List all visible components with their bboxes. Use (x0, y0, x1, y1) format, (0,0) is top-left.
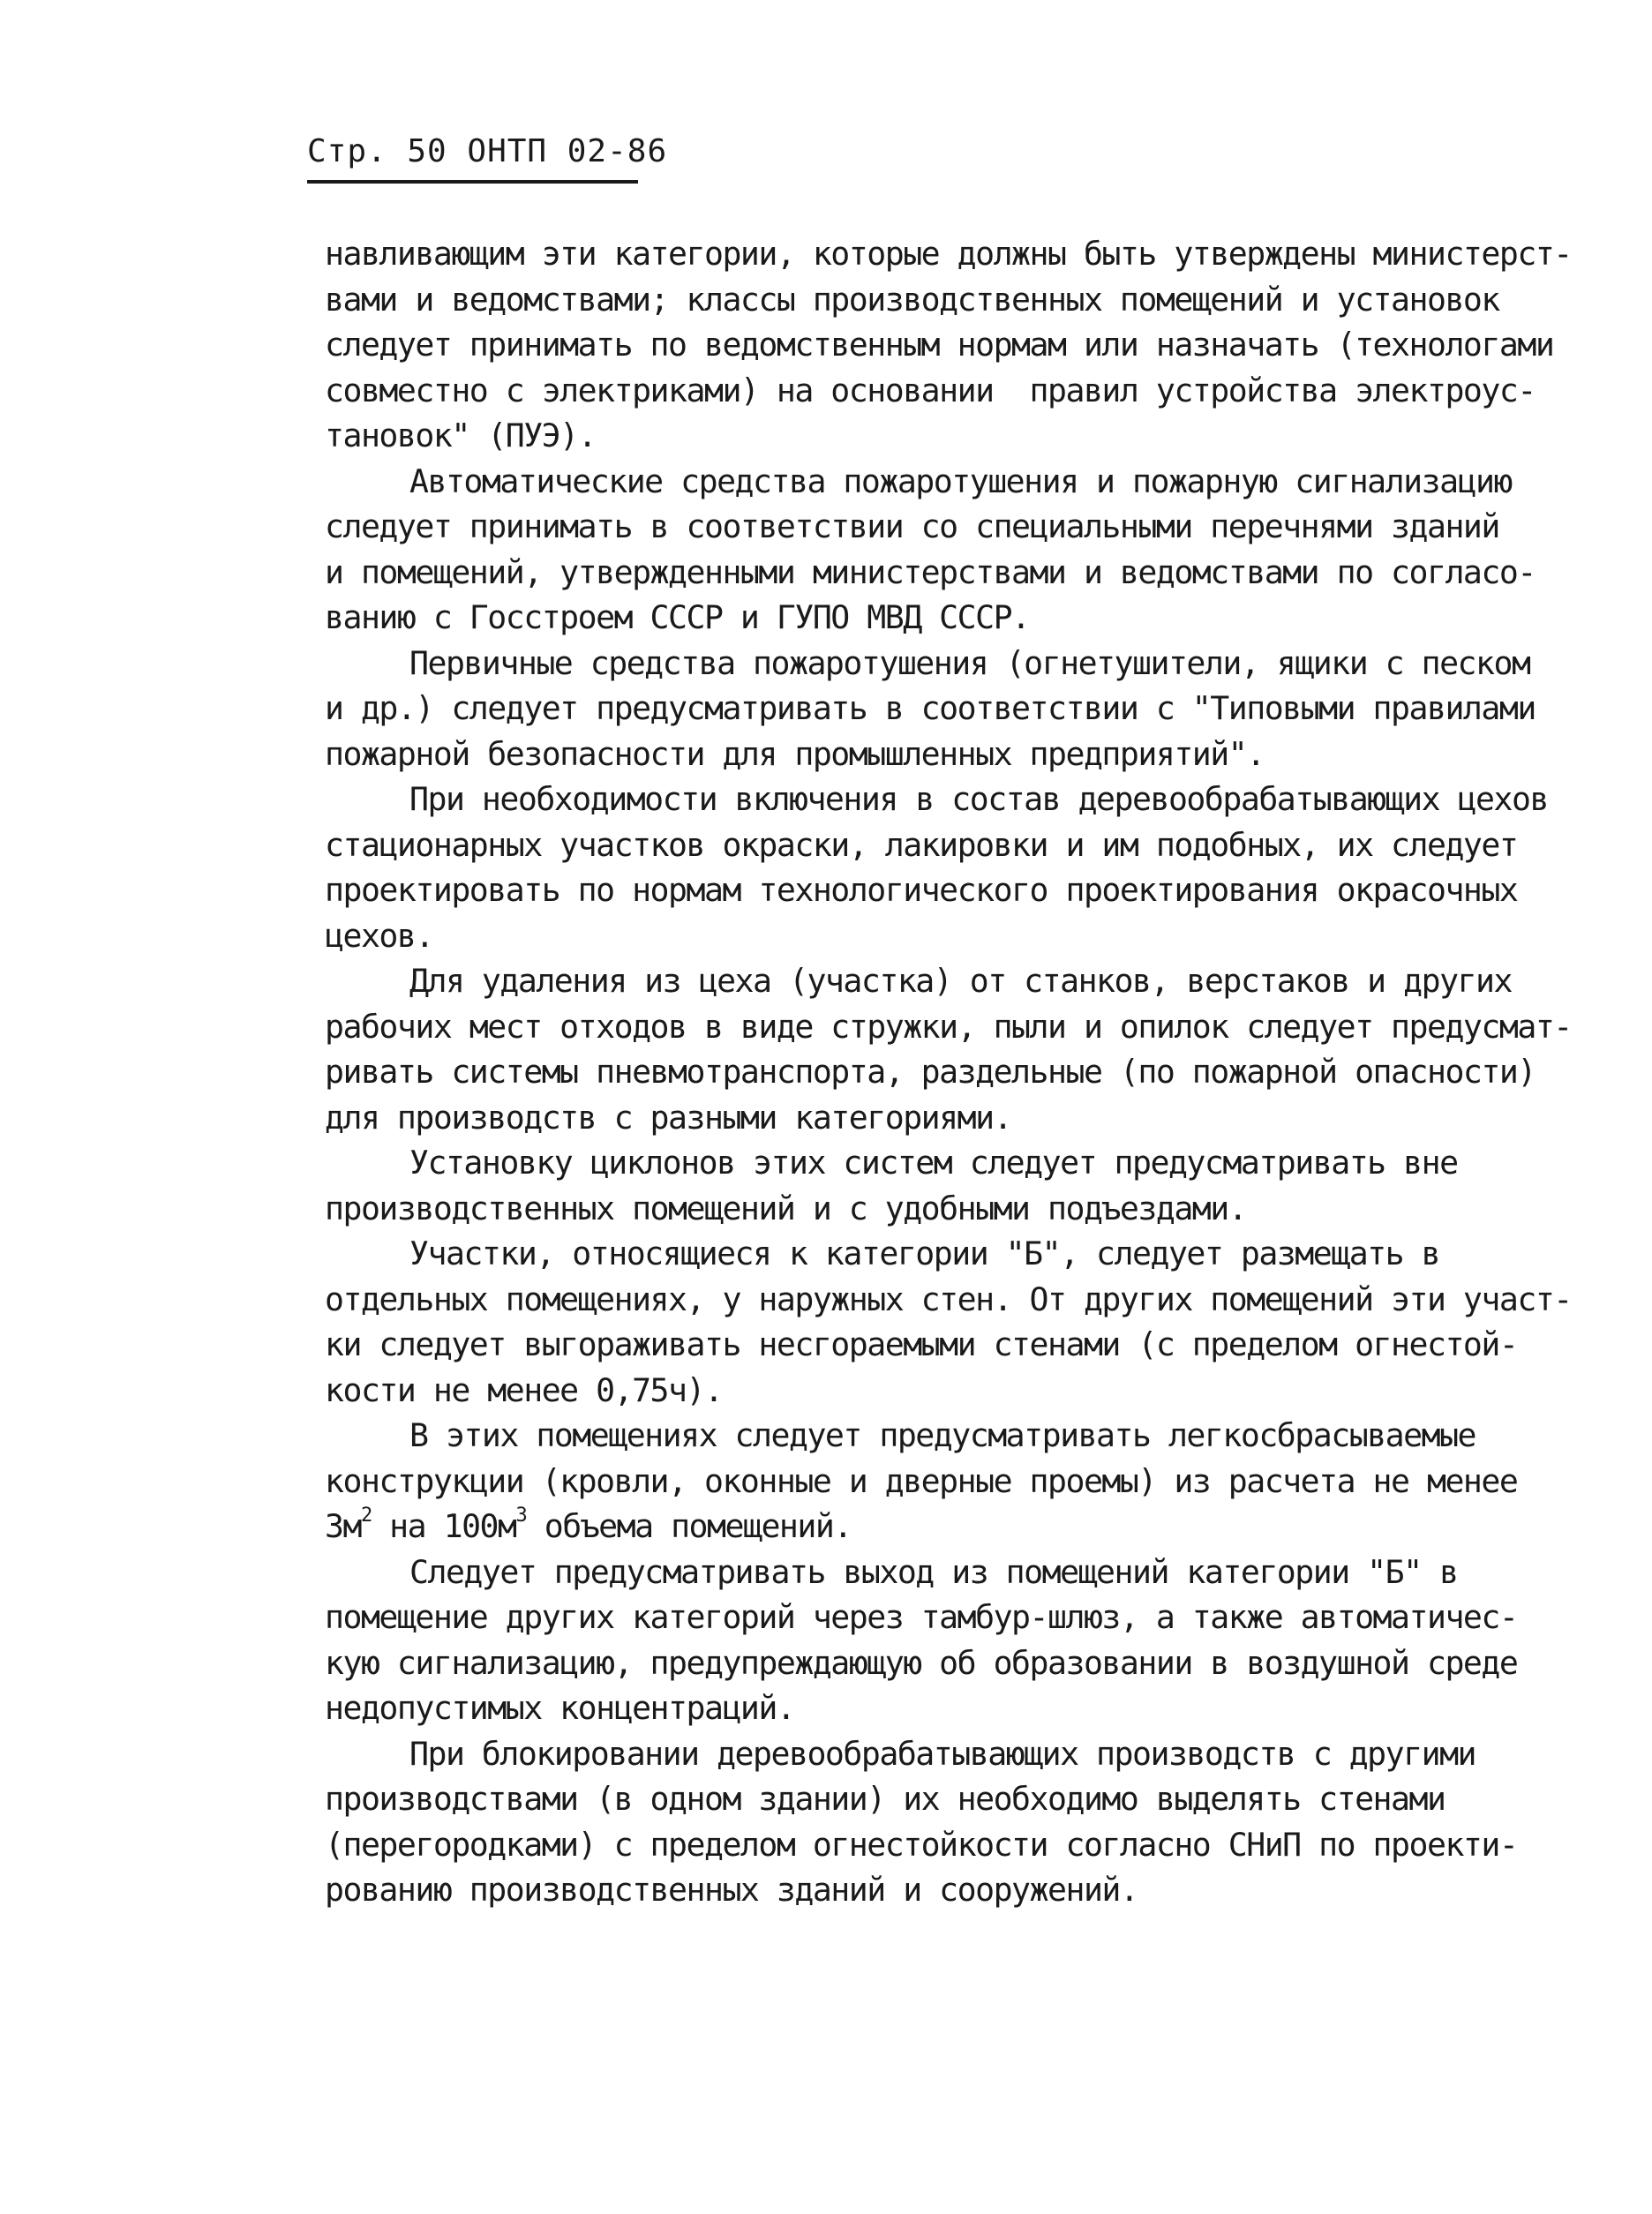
text-line: рованию производственных зданий и сооружений. (325, 1871, 1138, 1909)
paragraph-5 (325, 958, 1572, 1140)
text-line: и др.) следует предусматривать в соответствии с "Типовыми правилами (325, 689, 1536, 727)
line-ending-text: объема помещений. (526, 1507, 852, 1545)
paragraph-3 (325, 641, 1551, 777)
text-line: отдельных помещениях, у наружных стен. От других помещений эти участ- (325, 1280, 1572, 1318)
text-line: конструкции (кровли, оконные и дверные проемы) из расчета не менее (325, 1461, 1518, 1500)
text-line-with-superscripts (325, 1504, 1551, 1550)
text-line: рабочих мест отходов в виде стружки, пыли и опилок следует предусмат- (325, 1007, 1572, 1046)
paragraph-2 (325, 459, 1551, 641)
text-line: вами и ведомствами; классы производственных помещений и установок (325, 280, 1499, 319)
text-line: совместно с электриками) на основании правил устройства электроус- (325, 371, 1536, 409)
text-line: производствами (в одном здании) их необходимо выделять стенами (325, 1780, 1446, 1818)
text-line: помещение других категорий через тамбур-шлюз, а также автоматичес- (325, 1598, 1518, 1636)
paragraph-1 (325, 231, 1572, 459)
text-line: Для удаления из цеха (участка) от станков, верстаков и других (409, 962, 1512, 1000)
superscript-3: 3 (515, 1505, 527, 1527)
text-line: кую сигнализацию, предупреждающую об образовании в воздушной среде (325, 1643, 1518, 1682)
paragraph-6 (325, 1140, 1551, 1231)
text-line: стационарных участков окраски, лакировки и им подобных, их следует (325, 825, 1518, 864)
text-line: для производств с разными категориями. (325, 1098, 1012, 1137)
text-line: Участки, относящиеся к категории "Б", следует размещать в (409, 1235, 1440, 1272)
text-line: Автоматические средства пожаротушения и пожарную сигнализацию (409, 462, 1512, 500)
paragraph-7 (325, 1231, 1572, 1413)
text-line: Первичные средства пожаротушения (огнетушители, ящики с песком (409, 643, 1530, 682)
text-line: недопустимых концентраций. (325, 1689, 795, 1727)
paragraph-10 (325, 1731, 1551, 1913)
text-line: Установку циклонов этих систем следует предусматривать вне (409, 1144, 1458, 1182)
document-body (325, 231, 1572, 1913)
text-line: цехов. (325, 916, 433, 955)
text-line: Следует предусматривать выход из помещений категории "Б" в (409, 1552, 1458, 1591)
text-line: ки следует выгораживать несгораемыми стенами (с пределом огнестой- (325, 1325, 1518, 1363)
text-line: (перегородками) с пределом огнестойкости согласно СНиП по проекти- (325, 1825, 1518, 1864)
text-line: следует принимать в соответствии со специальными перечнями зданий (325, 507, 1499, 545)
text-line: навливающим эти категории, которые должны быть утверждены министерст- (325, 235, 1572, 273)
text-line: В этих помещениях следует предусматривать легкосбрасываемые (409, 1416, 1476, 1454)
text-line: ривать системы пневмотранспорта, раздельные (по пожарной опасности) (325, 1053, 1536, 1091)
paragraph-8 (325, 1413, 1551, 1550)
text-line: пожарной безопасности для промышленных предприятий". (325, 734, 1265, 773)
superscript-2: 2 (360, 1505, 372, 1527)
header-underline (307, 180, 638, 184)
paragraph-4 (325, 777, 1551, 958)
text-line: При блокировании деревообрабатывающих производств с другими (409, 1734, 1476, 1773)
paragraph-9 (325, 1550, 1551, 1731)
text-line: и помещений, утвержденными министерствами и ведомствами по согласо- (325, 552, 1536, 591)
page-header: Стр. 50 ОНТП 02-86 (307, 133, 668, 169)
area-value: 3м (325, 1507, 361, 1545)
text-line: При необходимости включения в состав деревообрабатывающих цехов (409, 780, 1548, 818)
text-line: тановок" (ПУЭ). (325, 417, 597, 454)
text-line: проектировать по нормам технологического проектирования окрасочных (325, 871, 1518, 909)
volume-text: на 100м (371, 1507, 516, 1545)
text-line: ванию с Госстроем СССР и ГУПО МВД СССР. (325, 598, 1030, 636)
text-line: кости не менее 0,75ч). (325, 1370, 723, 1409)
text-line: производственных помещений и с удобными подъездами. (325, 1189, 1247, 1227)
text-line: следует принимать по ведомственным нормам или назначать (технологами (325, 326, 1554, 364)
